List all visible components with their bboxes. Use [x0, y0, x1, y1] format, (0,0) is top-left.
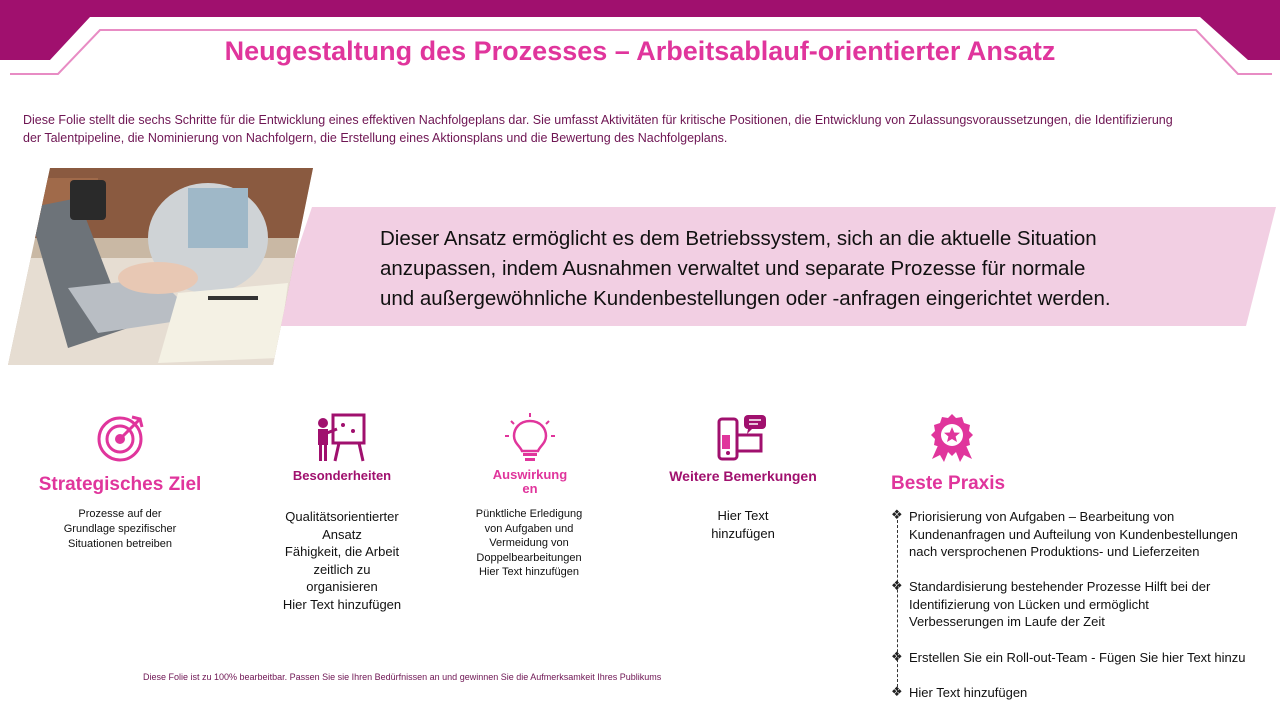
body-line: hinzufügen	[711, 525, 775, 541]
body-line: Vermeidung von	[489, 537, 569, 549]
list-item-line: Verbesserungen im Laufe der Zeit	[909, 614, 1105, 629]
body-line: Hier Text	[717, 508, 769, 523]
heading-strategisches-ziel: Strategisches Ziel	[38, 474, 202, 495]
list-item-line: Hier Text hinzufügen	[909, 685, 1028, 700]
target-icon	[96, 413, 146, 463]
panel-line-1: Dieser Ansatz ermöglicht es dem Betriebssystem, sich an die aktuelle Situation	[380, 227, 1097, 250]
laptop-photo	[8, 168, 313, 365]
heading-auswirkungen	[470, 468, 590, 496]
heading-line: en	[522, 481, 538, 496]
diamond-bullet-icon: ❖	[891, 684, 903, 699]
body-line: Prozesse auf der	[78, 508, 162, 520]
body-line: Grundlage spezifischer	[63, 523, 177, 535]
presenter-board-icon	[315, 413, 367, 463]
award-ribbon-icon	[926, 413, 978, 463]
body-line: zeitlich zu	[313, 561, 371, 577]
list-item-line: Kundenanfragen und Aufteilung von Kundenbestellungen	[909, 526, 1238, 542]
body-line: von Aufgaben und	[484, 522, 574, 535]
body-weitere-bemerkungen	[672, 507, 814, 542]
diamond-bullet-icon: ❖	[891, 649, 903, 664]
body-auswirkungen	[449, 507, 609, 580]
list-item-line: Identifizierung von Lücken und ermöglicht	[909, 596, 1149, 612]
list-item	[909, 684, 1269, 702]
list-item	[909, 649, 1269, 667]
body-line: organisieren	[306, 579, 378, 594]
diamond-bullet-icon: ❖	[891, 507, 903, 522]
body-line: Doppelbearbeitungen	[476, 551, 582, 564]
panel-statement	[380, 224, 1200, 314]
body-line: Qualitätsorientierter	[285, 509, 399, 524]
heading-weitere-bemerkungen: Weitere Bemerkungen	[669, 468, 817, 484]
diamond-bullet-icon: ❖	[891, 578, 903, 593]
panel-line-3: und außergewöhnliche Kundenbestellungen oder -anfragen eingerichtet werden.	[380, 287, 1111, 310]
panel-line-2: anzupassen, indem Ausnahmen verwaltet und separate Prozesse für normale	[380, 257, 1086, 280]
body-line: Fähigkeit, die Arbeit	[284, 544, 400, 559]
body-strategisches-ziel	[40, 507, 200, 552]
timeline-dashed-line	[897, 520, 898, 692]
body-line: Ansatz	[322, 526, 362, 542]
footer-note: Diese Folie ist zu 100% bearbeitbar. Passen Sie sie Ihren Bedürfnissen an und gewinnen Sie die Aufmerksamkeit Ihres Publikums	[143, 672, 662, 682]
list-item-line: nach versprochenen Produktions- und Lieferzeiten	[909, 544, 1200, 559]
body-line: Hier Text hinzufügen	[478, 566, 580, 578]
lightbulb-icon	[505, 413, 555, 463]
list-item-line: Erstellen Sie ein Roll-out-Team - Fügen Sie hier Text hinzu	[909, 650, 1246, 665]
body-line: Situationen betreiben	[68, 538, 172, 550]
page-title: Neugestaltung des Prozesses – Arbeitsablauf-orientierter Ansatz	[224, 36, 1056, 66]
heading-besonderheiten: Besonderheiten	[292, 468, 392, 483]
list-item	[909, 578, 1269, 631]
list-item-line: Priorisierung von Aufgaben – Bearbeitung von	[909, 509, 1175, 524]
body-line: Pünktliche Erledigung	[475, 508, 583, 520]
body-line: Hier Text hinzufügen	[282, 596, 402, 612]
list-item	[909, 508, 1269, 561]
body-besonderheiten	[262, 508, 422, 613]
heading-line: Auswirkung	[492, 467, 568, 482]
list-item-line: Standardisierung bestehender Prozesse Hilft bei der	[909, 579, 1211, 594]
chat-device-icon	[716, 413, 768, 463]
heading-beste-praxis: Beste Praxis	[891, 473, 1006, 494]
slide-description: Diese Folie stellt die sechs Schritte für die Entwicklung eines effektiven Nachfolgeplans dar. Sie umfasst Aktivitäten für kritische Positionen, die Entwicklung von Zulassungsvoraussetzungen, die Identifizierung der Talentpipeline, die Nominierung von Nachfolgern, die Erstellung eines Aktionsplans und die Bewertung des Nachfolgeplans.	[23, 113, 1173, 145]
